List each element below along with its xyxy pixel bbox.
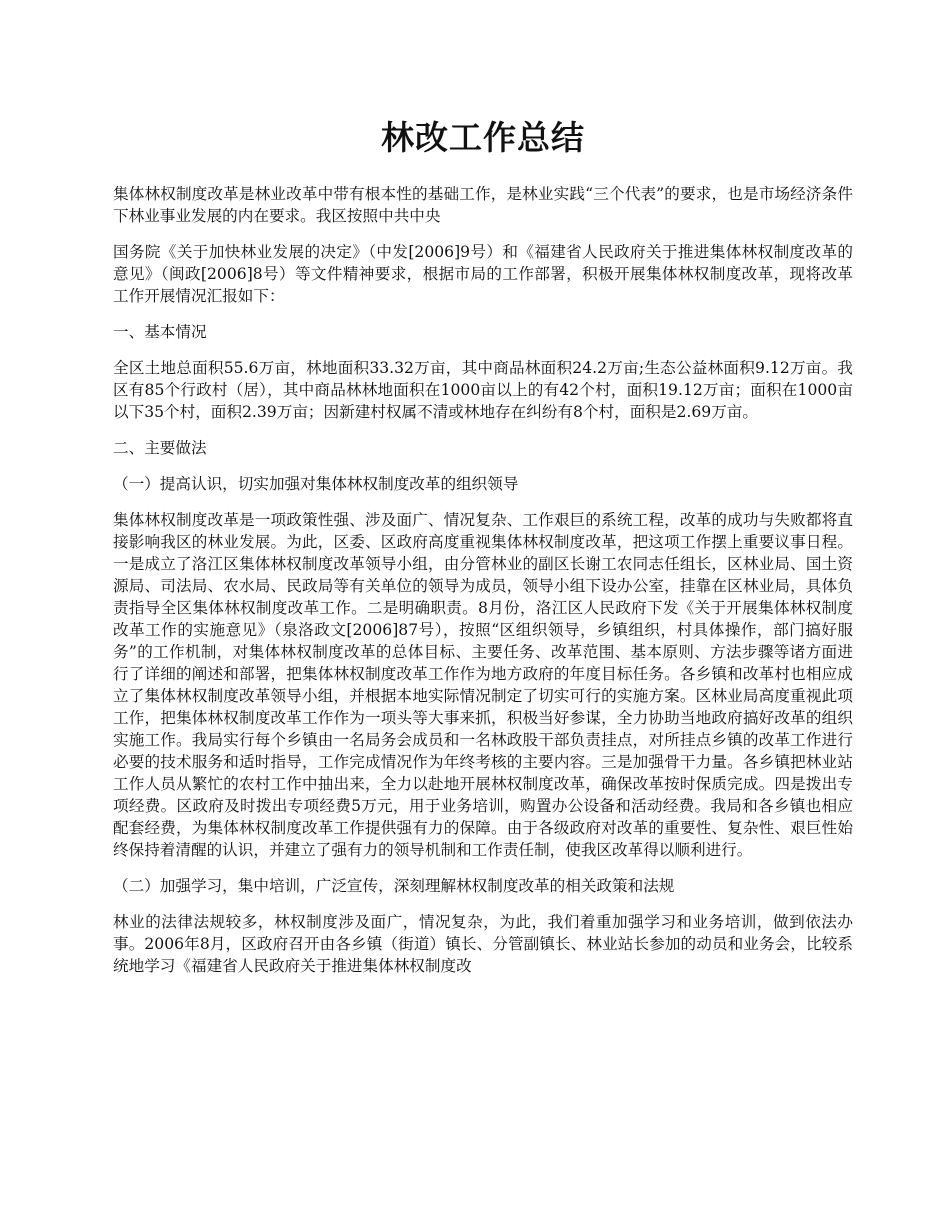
paragraph-basic-situation: 全区土地总面积55.6万亩，林地面积33.32万亩，其中商品林面积24.2万亩;生态公益林面积9.12万亩。我区有85个行政村（居），其中商品林林地面积在1000亩以上的有42个村，面积19.12万亩；面积在1000亩以下35个村，面积2.39万亩；因新建村权属不清或林地存在纠纷有8个村，面积是2.69万亩。 (113, 359, 853, 421)
document-page (113, 112, 853, 991)
paragraph-organization-leadership: 集体林权制度改革是一项政策性强、涉及面广、情况复杂、工作艰巨的系统工程，改革的成功与失败都将直接影响我区的林业发展。为此，区委、区政府高度重视集体林权制度改革，把这项工作摆上重要议事日程。一是成立了洛江区集体林权制度改革领导小组，由分管林业的副区长谢工农同志任组长，区林业局、国土资源局、司法局、农水局、民政局等有关单位的领导为成员，领导小组下设办公室，挂靠在区林业局，具体负责指导全区集体林权制度改革工作。二是明确职责。8月份，洛江区人民政府下发《关于开展集体林权制度改革工作的实施意见》（泉洛政文[2006]87号），按照“区组织领导，乡镇组织，村具体操作，部门搞好服务”的工作机制，对集体林权制度改革的总体目标、主要任务、改革范围、基本原则、方法步骤等诸方面进行了详细的阐述和部署，把集体林权制度改革工作作为地方政府的年度目标任务。各乡镇和改革村也相应成立了集体林权制度改革领导小组，并根据本地实际情况制定了切实可行的实施方案。区林业局高度重视此项工作，把集体林权制度改革工作作为一项头等大事来抓，积极当好参谋，全力协助当地政府搞好改革的组织实施工作。我局实行每个乡镇由一名局务会成员和一名林政股干部负责挂点，对所挂点乡镇的改革工作进行必要的技术服务和适时指导，工作完成情况作为年终考核的主要内容。三是加强骨干力量。各乡镇把林业站工作人员从繁忙的农村工作中抽出来，全力以赴地开展林权制度改革，确保改革按时保质完成。四是拨出专项经费。区政府及时拨出专项经费5万元，用于业务培训，购置办公设备和活动经费。我局和各乡镇也相应配套经费，为集体林权制度改革工作提供强有力的保障。由于各级政府对改革的重要性、复杂性、艰巨性始终保持着清醒的认识，并建立了强有力的领导机制和工作责任制，使我区改革得以顺利进行。 (113, 511, 853, 859)
section-heading-main-practices: 二、主要做法 (113, 439, 207, 457)
subsection-heading-2: （二）加强学习，集中培训，广泛宣传，深刻理解林权制度改革的相关政策和法规 (113, 877, 675, 895)
paragraph-intro-2: 国务院《关于加快林业发展的决定》（中发[2006]9号）和《福建省人民政府关于推进集体林权制度改革的意见》（闽政[2006]8号）等文件精神要求，根据市局的工作部署，积极开展集体林权制度改革，现将改革工作开展情况汇报如下： (113, 243, 853, 305)
paragraph-intro-1: 集体林权制度改革是林业改革中带有根本性的基础工作，是林业实践“三个代表”的要求，也是市场经济条件下林业事业发展的内在要求。我区按照中共中央 (113, 185, 853, 225)
section-heading-basic-situation: 一、基本情况 (113, 323, 207, 341)
document-title: 林改工作总结 (381, 118, 585, 157)
subsection-heading-1: （一）提高认识，切实加强对集体林权制度改革的组织领导 (113, 475, 519, 493)
paragraph-training: 林业的法律法规较多，林权制度涉及面广，情况复杂，为此，我们着重加强学习和业务培训，做到依法办事。2006年8月，区政府召开由各乡镇（街道）镇长、分管副镇长、林业站长参加的动员和业务会，比较系统地学习《福建省人民政府关于推进集体林权制度改 (113, 913, 853, 975)
document-body (113, 183, 853, 977)
